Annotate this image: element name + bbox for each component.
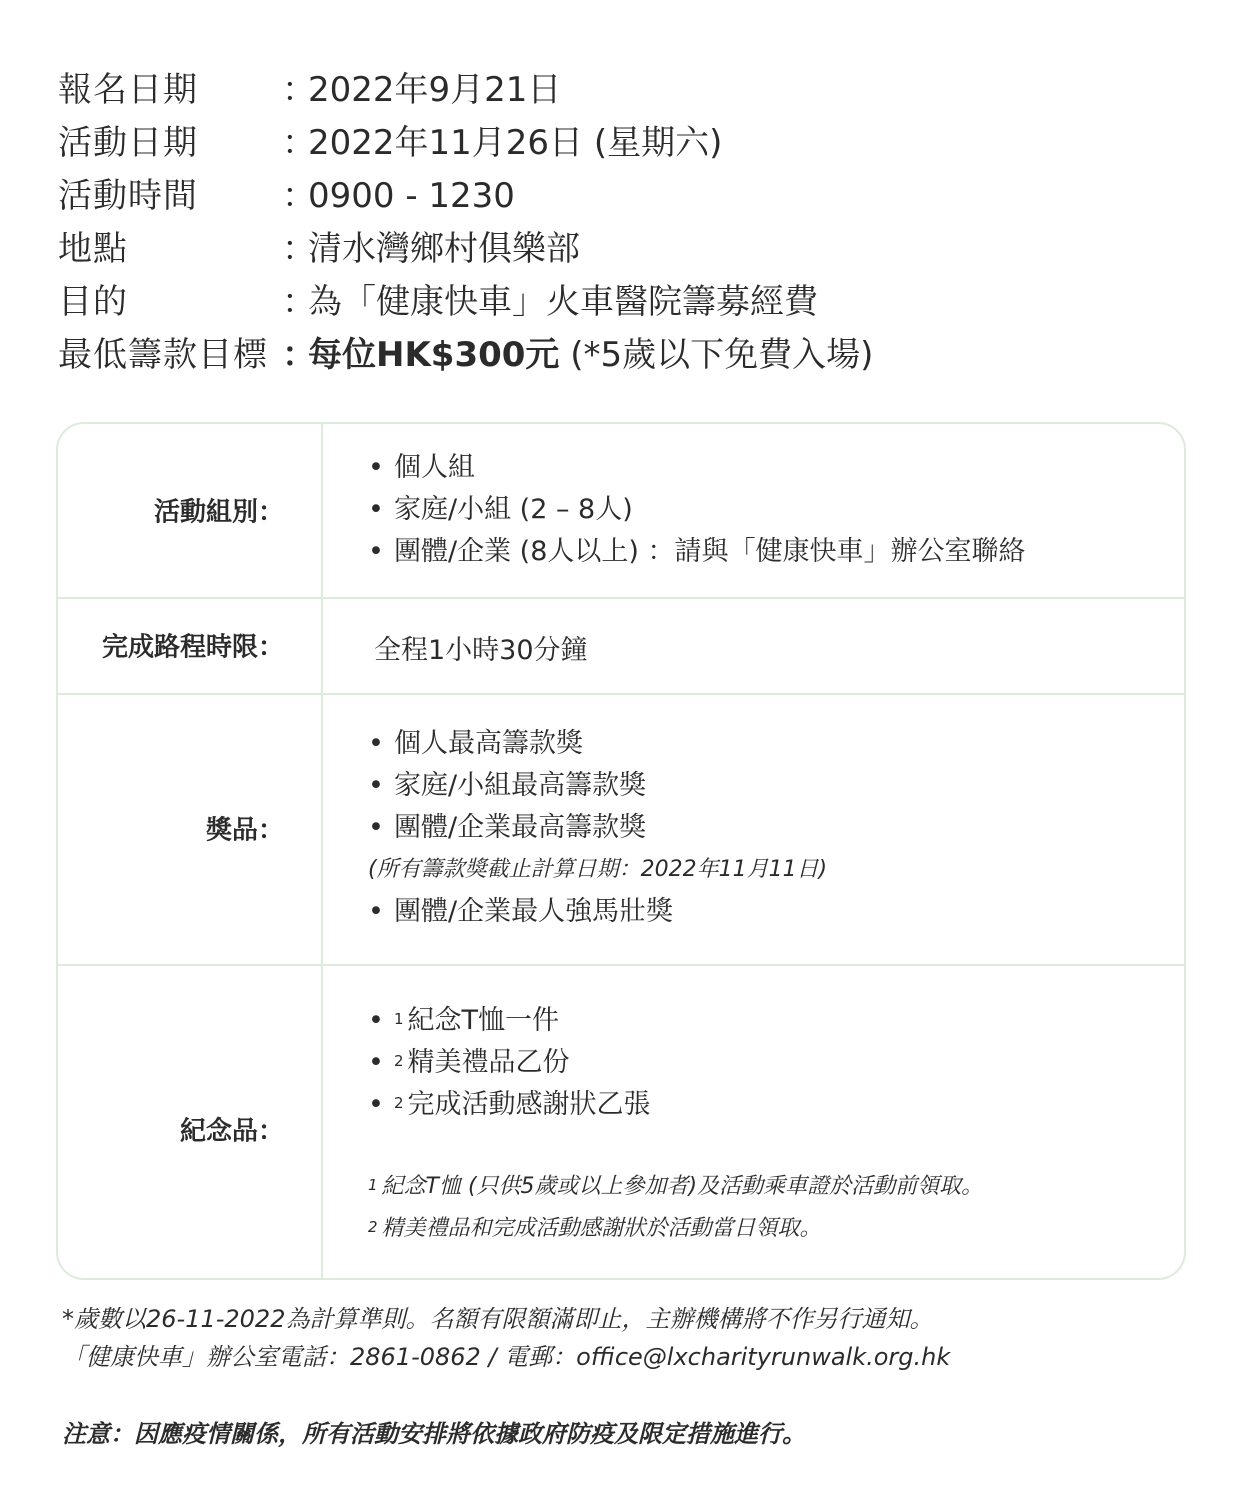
footnote-text: 精美禮品和完成活動感謝狀於活動當日領取。 [381,1216,822,1241]
group-item: 家庭/小組 (2 – 8人) [394,494,633,525]
bullet: • [368,536,384,567]
target-amount: 每位HK$300元 [308,335,560,375]
souvenir-item: 精美禮品乙份 [407,1047,570,1078]
prize-item: 團體/企業最人強馬壯獎 [394,896,674,927]
list-item [368,1084,1168,1126]
bullet: • [368,494,384,525]
souvenirs-label: 紀念品： [179,1116,284,1147]
list-item [368,531,1168,573]
info-colon: ： [282,282,316,322]
target-note: (*5歲以下免費入場) [559,335,874,375]
list-item [368,1042,1168,1084]
info-value: 清水灣鄉村俱樂部 [308,229,580,269]
groups-cell [368,447,1168,573]
prize-item: 家庭/小組最高籌款獎 [394,770,647,801]
row-divider [58,597,1184,599]
prize-item: 個人最高籌款獎 [394,728,583,759]
list-item [368,765,1168,807]
footer-notes [62,1300,950,1376]
list-item [368,489,1168,531]
souvenir-item: 紀念T恤一件 [407,1005,560,1036]
list-item [368,447,1168,489]
covid-notice: 注意：因應疫情關係，所有活動安排將依據政府防疫及限定措施進行。 [62,1420,806,1448]
bullet: • [368,728,384,759]
info-colon: ： [282,70,316,110]
event-info [58,64,1198,382]
bullet: • [368,1047,384,1078]
info-colon: ： [282,335,316,375]
list-item [368,723,1168,765]
footnote-marker: 2 [394,1052,404,1070]
row-divider [58,693,1184,695]
bullet: • [368,452,384,483]
info-row-venue [58,223,1198,276]
info-value: 0900 - 1230 [308,176,515,216]
list-item [368,807,1168,849]
bullet: • [368,896,384,927]
prizes-label: 獎品： [205,815,284,846]
contact-info: 「健康快車」辦公室電話：2861-0862 / 電郵：office@lxcharityrunwalk.org.hk [62,1343,951,1371]
groups-list [368,447,1168,573]
info-label: 報名日期 [58,70,198,110]
info-row-event-date [58,117,1198,170]
footnote-text: 紀念T恤 (只供5歲或以上參加者)及活動乘車證於活動前領取。 [381,1174,984,1199]
bullet: • [368,1089,384,1120]
age-rule-note: *歲數以26-11-2022為計算準則。名額有限額滿即止，主辦機構將不作另行通知。 [62,1305,934,1333]
info-colon: ： [282,176,316,216]
info-colon: ： [282,123,316,163]
info-value: 為「健康快車」火車醫院籌募經費 [308,282,818,322]
info-value [308,329,873,382]
info-label: 活動日期 [58,123,198,163]
prizes-list-extra [368,891,1168,933]
footnote [368,1166,1168,1208]
groups-label: 活動組別： [153,497,284,528]
info-colon: ： [282,229,316,269]
footnote [368,1208,1168,1250]
prizes-cell [368,723,1168,933]
souvenirs-cell [368,1000,1168,1250]
souvenirs-list [368,1000,1168,1126]
list-item [368,891,1168,933]
info-row-event-time [58,170,1198,223]
footnote-marker: 2 [368,1218,378,1236]
group-item: 個人組 [394,452,475,483]
bullet: • [368,770,384,801]
prizes-list [368,723,1168,849]
bullet: • [368,1005,384,1036]
details-table [56,422,1186,1280]
info-label: 活動時間 [58,176,198,216]
prize-item: 團體/企業最高籌款獎 [394,812,647,843]
time-limit-label: 完成路程時限： [101,632,284,663]
footnote-marker: 2 [394,1094,404,1112]
info-value: 2022年9月21日 [308,70,562,110]
souvenir-item: 完成活動感謝狀乙張 [407,1089,651,1120]
list-item [368,1000,1168,1042]
bullet: • [368,812,384,843]
time-limit-value: 全程1小時30分鐘 [374,635,588,666]
info-row-fundraising-target [58,329,1198,382]
info-value: 2022年11月26日 (星期六) [308,123,723,163]
info-row-registration-date [58,64,1198,117]
group-item: 團體/企業 (8人以上) ：請與「健康快車」辦公室聯絡 [394,536,1026,567]
footnote-marker: 1 [368,1176,378,1194]
info-row-purpose [58,276,1198,329]
row-divider [58,964,1184,966]
info-label: 地點 [58,229,128,269]
info-label: 最低籌款目標 [58,335,268,375]
column-divider [321,424,323,1278]
info-label: 目的 [58,282,128,322]
prize-deadline-note: (所有籌款獎截止計算日期：2022年11月11日) [368,857,828,882]
footnote-marker: 1 [394,1010,404,1028]
